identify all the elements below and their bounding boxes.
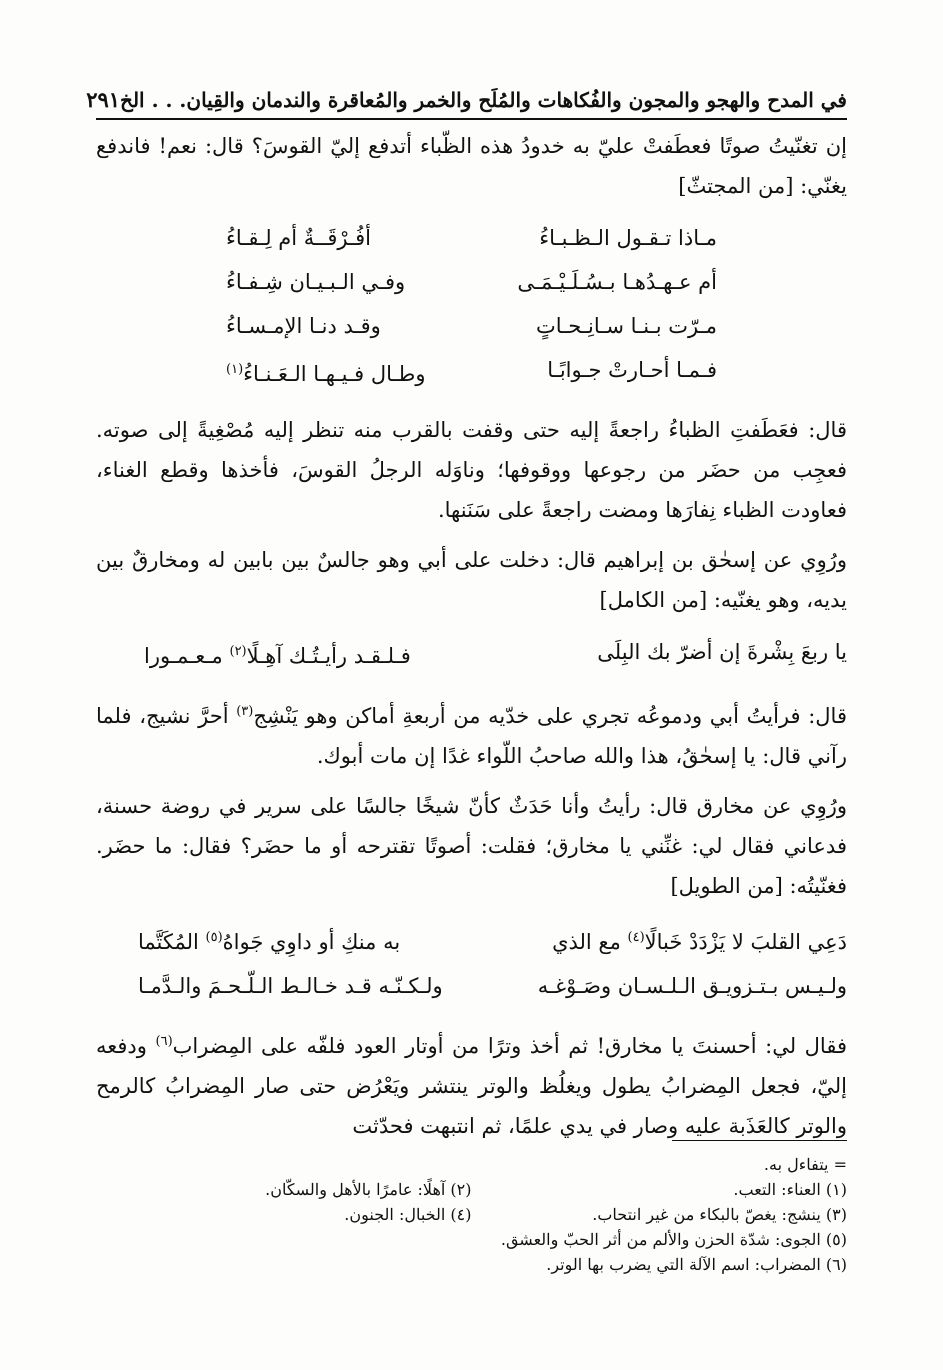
paragraph-4: [96, 692, 847, 776]
footnote-marker: (١): [226, 362, 244, 377]
paragraph-text: قال: فرأيتُ أبي ودموعُه تجري على خدّيه من أربعةِ أماكن وهو يَنْشِج: [253, 704, 847, 728]
poem-mujtathth: [96, 216, 847, 396]
paragraph-5: ورُوِي عن مخارق قال: رأيتُ وأنا حَدَثٌ كأنّ شيخًا جالسًا على سرير في روضة حسنة، فدعاني فقال لي: غنِّني يا مخارق؛ فقلت: أصوتًا تقترحه أو ما حضَر؟ فقال: ما حضَر. فغنّيتُه: [من الطويل]: [96, 794, 847, 898]
hemistich-text: دَعِي القلبَ لا يَزْدَدْ خَبالًا: [644, 930, 847, 954]
verse-first-hemistich: أم عـهـدُهـا بـسُـلَـيْـمَـى: [517, 270, 717, 294]
running-header: [86, 78, 847, 120]
verse-line: [96, 216, 847, 260]
paragraph-6: [96, 1022, 847, 1146]
footnote-marker: (٦): [155, 1034, 173, 1049]
footnote-3: (٣) ينشج: يغصّ بالبكاء من غير انتحاب.: [592, 1205, 847, 1224]
verse-second-hemistich: [144, 630, 411, 678]
paragraph-text: أحرَّ نشيج، فلما رآني قال: يا إسحٰقُ، هذا والله صاحبُ اللّواء غدًا إن مات أبوك.: [96, 704, 847, 768]
verse-line: [96, 304, 847, 348]
verse-second-hemistich: [138, 916, 400, 964]
verse-first-hemistich: ولـيـس بـتـزويـق الـلـسـان وصَـوْغـه: [537, 974, 847, 998]
footnote-4: (٤) الخبال: الجنون.: [344, 1205, 472, 1224]
footnote-continuation: = يتفاءل به.: [763, 1155, 847, 1174]
paragraph-3: ورُوِي عن إسحٰق بن إبراهيم قال: دخلت على أبي وهو جالسٌ بين بابين له ومخارقٌ بين يديه، وهو يغنّيه: [من الكامل]: [96, 548, 847, 612]
main-text: [96, 126, 847, 1156]
running-title: في المدح والهجو والمجون والفُكاهات والمُلَح والخمر والمُعاقرة والندمان والقِيان. . . الخ: [120, 88, 847, 112]
footnote-marker: (٥): [205, 930, 223, 945]
footnotes: [96, 1152, 847, 1277]
verse-second-hemistich: ولـكـنّـه قـد خـالـط الـلّـحـمَ والـدَّمـا: [138, 974, 443, 998]
footnote-separator: [672, 1140, 847, 1141]
footnote-5: (٥) الجوى: شدّة الحزن والألم من أثر الحبّ والعشق.: [500, 1230, 847, 1249]
verse-second-hemistich: وفـي الـبـيـان شِـفـاءُ: [226, 270, 406, 294]
verse-first-hemistich: مـرّت بـنـا سـانِـحـاتٍ: [535, 314, 717, 338]
footnote-2: (٢) آهلًا: عامرًا بالأهل والسكّان.: [265, 1180, 472, 1199]
footnote-1: (١) العناء: التعب.: [733, 1180, 847, 1199]
verse-first-hemistich: يا ربعَ بِشْرةَ إن أضرّ بك البِلَى: [597, 640, 847, 664]
poem-kamil: [96, 630, 847, 678]
paragraph-text: ودفعه إليّ، فجعل المِضرابُ يطول ويغلُظ والوتر ينتشر ويَعْرُض حتى صار المِضرابُ كالرمح والوتر كالعَذَبة عليه وصار في يدي علمًا، ثم انتبهت فحدّثت: [96, 1034, 847, 1138]
footnote-marker: (٢): [229, 644, 247, 659]
verse-first-hemistich: فـمـا أحـارتْ جـوابًـا: [547, 358, 717, 382]
verse-line: [96, 964, 847, 1008]
verse-line: [96, 630, 847, 678]
hemistich-text: فـلـقـد رأيـتُـك آهِـلًا: [246, 644, 411, 668]
verse-first-hemistich: [552, 916, 847, 964]
paragraph-2: قال: فعَطَفتِ الظباءُ راجعةً إليه حتى وقفت بالقرب منه تنظر إليه مُصْغِيةً إلى صوته. فعجِب من حضَر من رجوعها ووقوفها؛ وناوَله الرجلُ القوسَ، فأخذها وقطع الغناء، فعاودت الظباء نِفارَها ومضت راجعةً على سَنَنها.: [96, 418, 847, 522]
footnote-marker: (٤): [627, 930, 645, 945]
hemistich-text: به منكِ أو داوِي جَواهُ: [222, 930, 401, 954]
hemistich-text: مع الذي: [552, 930, 628, 954]
poem-tawil: [96, 916, 847, 1008]
verse-line: [96, 348, 847, 396]
verse-second-hemistich: أفُـرْقَــةٌ أم لِـقـاءُ: [226, 226, 372, 250]
footnote-row: [96, 1177, 847, 1202]
page-number: ٢٩١: [86, 87, 121, 112]
hemistich-text: المُكَتَّما: [138, 930, 206, 954]
verse-second-hemistich: وقـد دنـا الإمـسـاءُ: [226, 314, 381, 338]
paragraph-1: إن تغنّيتُ صوتًا فعطَفتْ عليّ به خدودُ هذه الظّباء أتدفع إليّ القوسَ؟ قال: نعم! فاندفع يغنّي: [من المجتثّ]: [96, 134, 847, 198]
verse-line: [96, 260, 847, 304]
footnote-6: (٦) المضراب: اسم الآلة التي يضرب بها الوتر.: [546, 1255, 847, 1274]
hemistich-text: مـعـمـورا: [144, 644, 230, 668]
footnote-row: [96, 1202, 847, 1227]
hemistich-text: وطـال فـيـهـا الـعَـنـاءُ: [243, 362, 426, 386]
footnote-marker: (٣): [236, 704, 254, 719]
paragraph-text: فقال لي: أحسنتَ يا مخارق! ثم أخذ وترًا من أوتار العود فلفّه على المِضراب: [172, 1034, 847, 1058]
verse-line: [96, 916, 847, 964]
verse-first-hemistich: مـاذا تـقـول الـظـبـاءُ: [539, 226, 717, 250]
verse-second-hemistich: [226, 348, 426, 396]
